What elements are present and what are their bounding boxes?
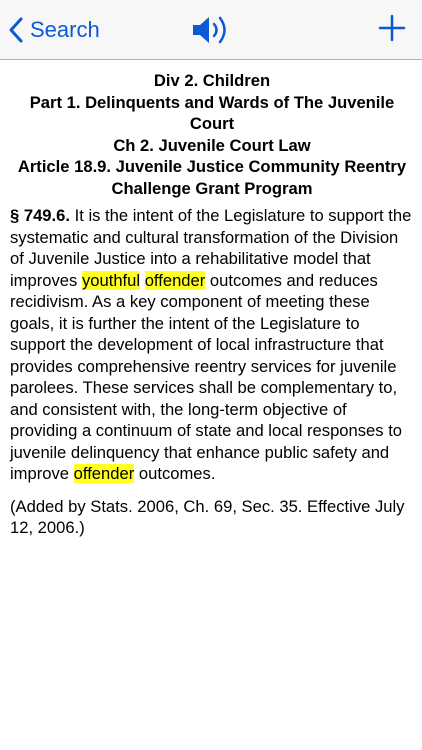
history-note: (Added by Stats. 2006, Ch. 69, Sec. 35. Effective July 12, 2006.) xyxy=(10,496,405,537)
speaker-icon xyxy=(190,13,232,47)
statute-content xyxy=(10,70,414,539)
section-text-part-1: It is the intent of the Legislature to support the systematic and cultural transformation of the Division of Juvenile Justice into a rehabilitative model that improves xyxy=(10,206,412,290)
plus-icon xyxy=(378,14,406,42)
back-button[interactable] xyxy=(8,13,100,47)
part-title: Part 1. Delinquents and Wards of The Juvenile Court xyxy=(29,92,395,133)
division-title: Div 2. Children xyxy=(153,71,271,90)
section-text-part-2: outcomes and reduces recidivism. As a key component of meeting these goals, it is further the intent of the Legislature to support the development of local infrastructure that provides comprehensive reentry services for juvenile parolees. These services shall be complementary to, and consistent with, the long-term objective of providing a continuum of state and local responses to juvenile delinquency that enhance public safety and improve xyxy=(10,270,403,483)
article-title: Article 18.9. Juvenile Justice Community Reentry Challenge Grant Program xyxy=(17,157,407,198)
audio-button[interactable] xyxy=(190,13,232,52)
search-highlight: offender xyxy=(73,464,135,483)
chevron-left-icon xyxy=(8,16,24,44)
add-button[interactable] xyxy=(378,14,406,47)
section-text-part-3: outcomes. xyxy=(138,464,216,483)
search-highlight: youthful xyxy=(81,270,141,290)
section-text xyxy=(10,205,414,485)
statute-heading xyxy=(10,70,414,199)
back-button-label: Search xyxy=(30,17,100,42)
section-number: § 749.6. xyxy=(10,206,70,225)
navigation-bar xyxy=(0,0,422,60)
chapter-title: Ch 2. Juvenile Court Law xyxy=(113,135,311,155)
search-highlight: offender xyxy=(144,270,206,290)
